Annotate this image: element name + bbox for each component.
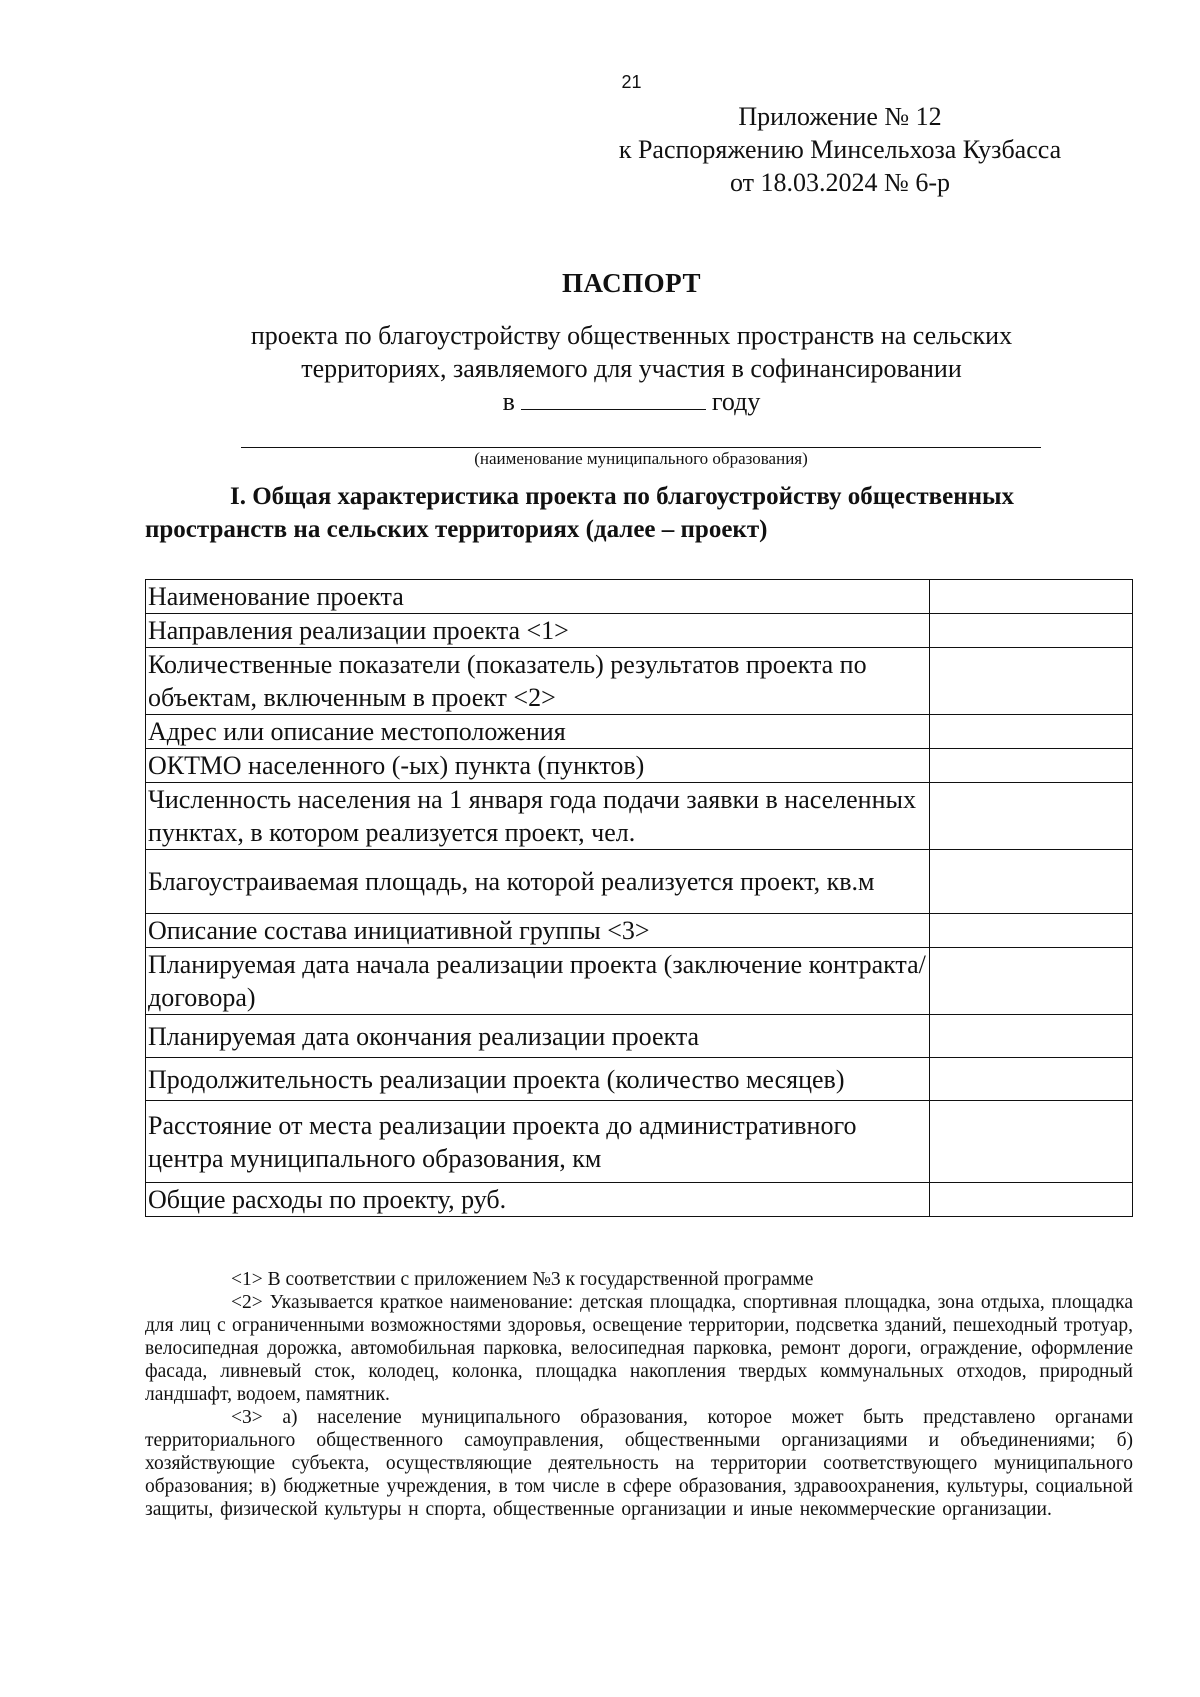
section-heading-line-1: I. Общая характеристика проекта по благоустройству общественных: [230, 483, 1015, 510]
table-row: [146, 1183, 1133, 1217]
row-label: Планируемая дата окончания реализации проекта: [146, 1015, 930, 1058]
year-suffix: году: [711, 387, 761, 416]
row-label: Расстояние от места реализации проекта до административного центра муниципального образования, км: [146, 1101, 930, 1183]
row-label: Общие расходы по проекту, руб.: [146, 1183, 930, 1217]
subtitle-year-line: [200, 385, 1063, 418]
table-row: [146, 648, 1133, 715]
municipality-blank-field[interactable]: [241, 447, 1041, 448]
row-label: Описание состава инициативной группы <3>: [146, 914, 930, 948]
table-row: [146, 850, 1133, 914]
row-value-field[interactable]: [930, 1058, 1133, 1101]
table-row: [146, 914, 1133, 948]
passport-table-body: [146, 580, 1133, 1217]
row-label: Продолжительность реализации проекта (количество месяцев): [146, 1058, 930, 1101]
row-value-field[interactable]: [930, 850, 1133, 914]
row-value-field[interactable]: [930, 783, 1133, 850]
row-value-field[interactable]: [930, 1183, 1133, 1217]
table-row: [146, 1015, 1133, 1058]
municipality-caption: (наименование муниципального образования): [474, 449, 808, 468]
table-row: [146, 749, 1133, 783]
footnote-3: <3> а) население муниципального образования, которое может быть представлено органами территориального общественного самоуправления, общественными организациями и объединениями; б) хозяйствующие субъекта, осуществляющие деятельность на территории соответствующего муниципального образования; в) бюджетные учреждения, в том числе в сфере образования, здравоохранения, культуры, социальной защиты, физической культуры н спорта, общественные организации и иные некоммерческие организации.: [145, 1407, 1133, 1520]
year-blank-field[interactable]: [521, 387, 706, 410]
year-prefix: в: [502, 387, 515, 416]
table-row: [146, 1058, 1133, 1101]
row-value-field[interactable]: [930, 1015, 1133, 1058]
appendix-reference: [560, 100, 1120, 199]
table-row: [146, 783, 1133, 850]
table-row: [146, 580, 1133, 614]
footnote-1: <1> В соответствии с приложением №3 к государственной программе: [231, 1269, 814, 1290]
passport-table: [145, 579, 1133, 1217]
row-label: Планируемая дата начала реализации проекта (заключение контракта/договора): [146, 948, 930, 1015]
table-row: [146, 948, 1133, 1015]
row-value-field[interactable]: [930, 715, 1133, 749]
subtitle-line-1: проекта по благоустройству общественных пространств на сельских: [250, 321, 1013, 350]
row-label: Благоустраиваемая площадь, на которой реализуется проект, кв.м: [146, 850, 930, 914]
appendix-line-2: к Распоряжению Минсельхоза Кузбасса: [618, 135, 1062, 164]
subtitle-line-2: территориях, заявляемого для участия в софинансировании: [301, 354, 962, 383]
row-label: Адрес или описание местоположения: [146, 715, 930, 749]
document-subtitle: [200, 319, 1063, 418]
appendix-line-1: Приложение № 12: [738, 102, 942, 131]
section-heading: [145, 480, 1135, 546]
row-label: Наименование проекта: [146, 580, 930, 614]
row-value-field[interactable]: [930, 648, 1133, 715]
row-label: ОКТМО населенного (-ых) пункта (пунктов): [146, 749, 930, 783]
table-row: [146, 1101, 1133, 1183]
row-label: Численность населения на 1 января года подачи заявки в населенных пунктах, в котором реализуется проект, чел.: [146, 783, 930, 850]
table-row: [146, 715, 1133, 749]
row-value-field[interactable]: [930, 580, 1133, 614]
row-value-field[interactable]: [930, 914, 1133, 948]
document-title: ПАСПОРТ: [562, 268, 701, 298]
row-label: Направления реализации проекта <1>: [146, 614, 930, 648]
footnotes: [145, 1268, 1133, 1521]
row-value-field[interactable]: [930, 948, 1133, 1015]
table-row: [146, 614, 1133, 648]
page-number: 21: [621, 72, 642, 92]
row-value-field[interactable]: [930, 614, 1133, 648]
row-value-field[interactable]: [930, 749, 1133, 783]
footnote-2: <2> Указывается краткое наименование: детская площадка, спортивная площадка, зона отдыха, площадка для лиц с ограниченными возможностями здоровья, освещение территории, подсветка зданий, пешеходный тротуар, велосипедная дорожка, автомобильная парковка, велосипедная парковка, ремонт дороги, ограждение, оформление фасада, ливневый сток, колодец, колонка, площадка накопления твердых коммунальных отходов, природный ландшафт, водоем, памятник.: [145, 1292, 1133, 1405]
section-heading-line-2: пространств на сельских территориях (далее – проект): [145, 516, 768, 543]
row-value-field[interactable]: [930, 1101, 1133, 1183]
appendix-line-3: от 18.03.2024 № 6-р: [730, 168, 950, 197]
row-label: Количественные показатели (показатель) результатов проекта по объектам, включенным в проект <2>: [146, 648, 930, 715]
